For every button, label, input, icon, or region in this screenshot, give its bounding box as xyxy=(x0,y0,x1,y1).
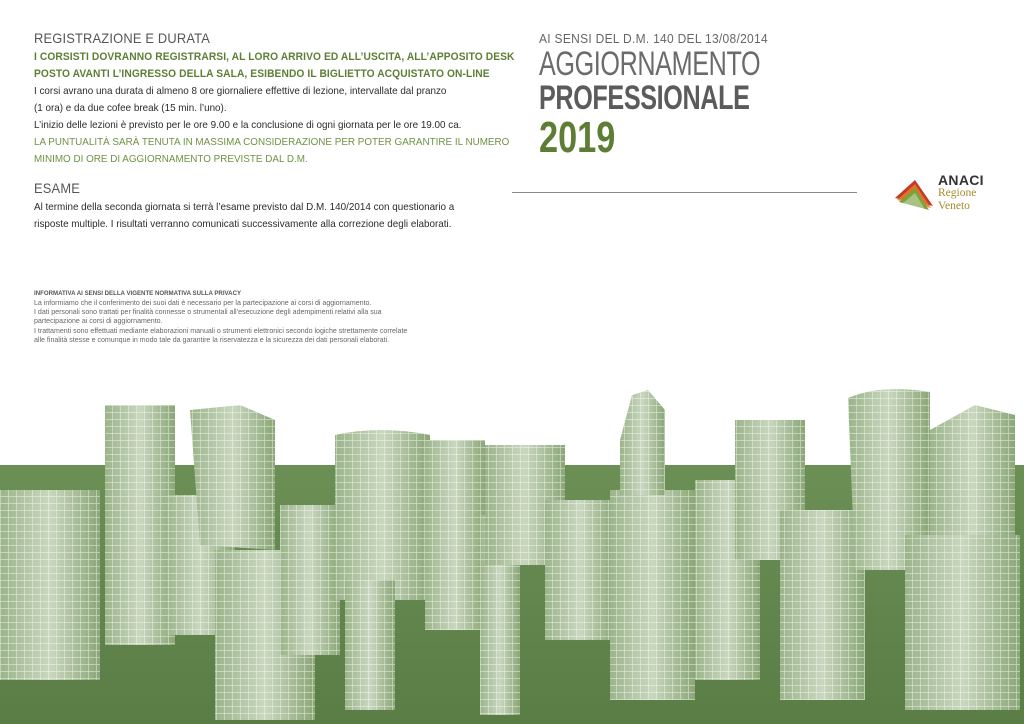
title-block xyxy=(539,32,869,161)
title-line-2: PROFESSIONALE xyxy=(539,79,750,117)
info-column xyxy=(34,30,515,233)
logo-line-2: Regione xyxy=(938,187,977,199)
body-line-2: (1 ora) e da due cofee break (15 min. l’uno). xyxy=(34,102,227,114)
privacy-line: La informiamo che il conferimento dei suoi dati è necessario per la partecipazione ai corsi di aggiornamento. xyxy=(34,298,372,307)
body-line-1: I corsi avrano una durata di almeno 8 ore giornaliere effettive di lezione, intervallate dal pranzo xyxy=(34,85,447,97)
divider xyxy=(512,192,857,193)
esame-line-1: Al termine della seconda giornata si terrà l’esame previsto dal D.M. 140/2014 con questionario a xyxy=(34,201,455,213)
body-line-3: L’inizio delle lezioni è previsto per le ore 9.00 e la conclusione di ogni giornata per le ore 19.00 ca. xyxy=(34,119,462,131)
section-title-esame: ESAME xyxy=(34,180,81,196)
note-line-1: LA PUNTUALITÀ SARÀ TENUTA IN MASSIMA CONSIDERAZIONE PER POTER GARANTIRE IL NUMERO xyxy=(34,136,510,148)
anaci-logo xyxy=(893,172,1003,220)
privacy-notice xyxy=(34,289,494,344)
subtitle: AI SENSI DEL D.M. 140 DEL 13/08/2014 xyxy=(539,32,768,46)
esame-line-2: risposte multiple. I risultati verranno comunicati successivamente alla correzione degli elaborati. xyxy=(34,218,452,230)
esame-section xyxy=(34,180,494,233)
section-title-registrazione: REGISTRAZIONE E DURATA xyxy=(34,30,211,46)
privacy-line: I dati personali sono trattati per finalità connesse o strumentali all’esecuzione degli adempimenti relativi alla sua xyxy=(34,307,382,317)
logo-name: ANACI xyxy=(938,172,984,188)
year: 2019 xyxy=(539,113,616,162)
privacy-line: alle finalità stesse e comunque in modo tale da garantire la riservatezza e la sicurezza dei dati personali elaborati. xyxy=(34,334,390,344)
highlight-line-1: I CORSISTI DOVRANNO REGISTRARSI, AL LORO ARRIVO ED ALL’USCITA, ALL’APPOSITO DESK xyxy=(34,51,515,63)
privacy-title: INFORMATIVA AI SENSI DELLA VIGENTE NORMATIVA SULLA PRIVACY xyxy=(34,290,242,297)
city-skyline-illustration xyxy=(0,370,1024,724)
note-line-2: MINIMO DI ORE DI AGGIORNAMENTO PREVISTE DAL D.M. xyxy=(34,153,308,165)
anaci-mark-icon xyxy=(893,176,935,216)
privacy-line: I trattamenti sono effettuati mediante elaborazioni manuali o strumenti elettronici secondo logiche strettamente correlate xyxy=(34,325,408,335)
title-line-1: AGGIORNAMENTO xyxy=(539,45,761,83)
privacy-line: partecipazione ai corsi di aggiornamento. xyxy=(34,316,163,326)
logo-line-3: Veneto xyxy=(938,200,970,212)
highlight-line-2: POSTO AVANTI L’INGRESSO DELLA SALA, ESIBENDO IL BIGLIETTO ACQUISTATO ON-LINE xyxy=(34,68,490,80)
